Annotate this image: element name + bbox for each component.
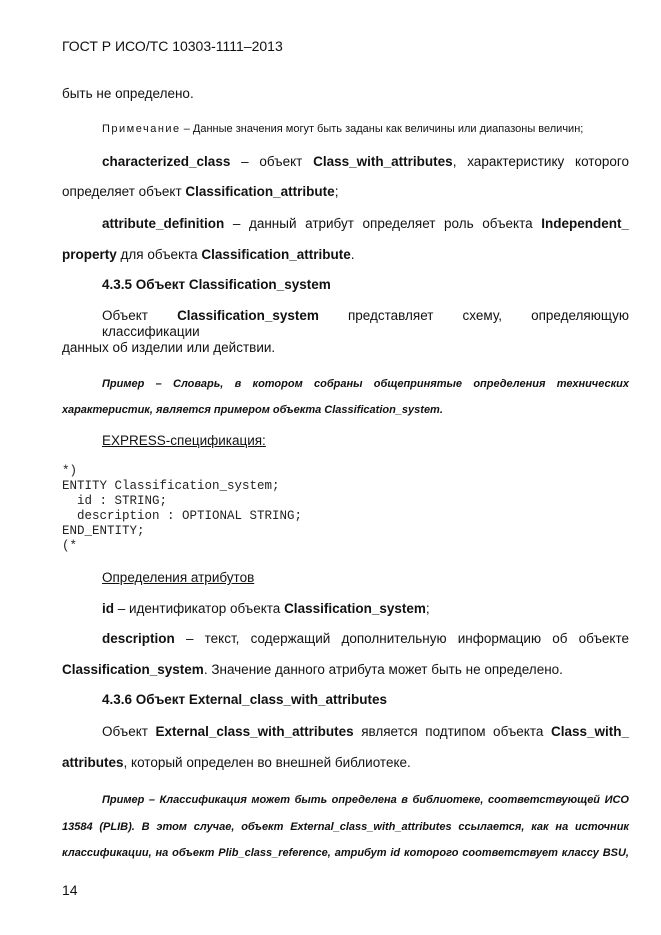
object-name: attributes: [62, 755, 124, 770]
object-name: property: [62, 247, 117, 262]
code-line: *): [62, 464, 78, 478]
text-span: представляет схему, определяющую классификации: [102, 308, 629, 339]
paragraph-435-line2: данных об изделии или действии.: [62, 340, 276, 355]
example-2-line1: Пример – Классификация может быть определена в библиотеке, соответствующей ИСО: [102, 794, 629, 806]
text-span: Объект: [102, 308, 178, 323]
attribute-definition-line2: [62, 247, 354, 263]
object-name: Classification_attribute: [185, 184, 335, 199]
text-span: является подтипом объекта: [353, 724, 551, 739]
text-span: ;: [425, 601, 430, 616]
attribute-definitions-label: Определения атрибутов: [102, 570, 255, 585]
text-span: Объект: [102, 724, 156, 739]
example-1-line1: Пример – Словарь, в котором собраны общепринятые определения технических: [102, 378, 629, 390]
code-line: ENTITY Classification_system;: [62, 479, 280, 493]
express-spec-label: EXPRESS-спецификация:: [102, 433, 266, 448]
paragraph-continuation: быть не определено.: [62, 86, 194, 101]
page-number: 14: [62, 882, 78, 898]
code-line: description : OPTIONAL STRING;: [62, 509, 303, 523]
object-name: Independent_: [541, 216, 629, 231]
attribute-name: description: [102, 631, 175, 646]
note-paragraph: [102, 121, 583, 137]
code-line: END_ENTITY;: [62, 524, 145, 538]
section-heading-4-3-6: 4.3.6 Объект External_class_with_attributes: [102, 692, 387, 707]
section-heading-4-3-5: 4.3.5 Объект Classification_system: [102, 277, 331, 292]
text-span: – идентификатор объекта: [114, 601, 285, 616]
code-line: (*: [62, 539, 78, 553]
example-1-line2: характеристик, является примером объекта Classification_system.: [62, 404, 443, 416]
note-label: Примечание: [102, 123, 181, 135]
paragraph-435-line1: [102, 308, 629, 340]
attribute-characterized-class-line1: [102, 154, 629, 170]
text-span: определяет объект: [62, 184, 186, 199]
object-name: Classification_system: [177, 308, 319, 323]
text-span: ;: [334, 184, 339, 199]
attribute-name: id: [102, 601, 114, 616]
object-name: Classification_system: [62, 662, 204, 677]
text-span: для объекта: [116, 247, 202, 262]
example-2-line2: 13584 (PLIB). В этом случае, объект External_class_with_attributes ссылается, как на источник: [62, 821, 629, 833]
text-span: – текст, содержащий дополнительную информацию об объекте: [174, 631, 629, 646]
object-name: Classification_attribute: [201, 247, 351, 262]
code-line: id : STRING;: [62, 494, 168, 508]
note-text: – Данные значения могут быть заданы как величины или диапазоны величин;: [180, 123, 584, 135]
object-name: Class_with_: [550, 724, 629, 739]
attribute-description-line2: [62, 662, 563, 678]
example-2-line3: классификации, на объект Plib_class_reference, атрибут id которого соответствует классу BSU,: [62, 847, 629, 859]
attribute-id-line: [102, 601, 430, 617]
text-span: . Значение данного атрибута может быть не определено.: [203, 662, 563, 677]
text-span: – объект: [230, 154, 314, 169]
page-header: ГОСТ Р ИСО/ТС 10303-1111–2013: [62, 38, 283, 54]
text-span: , который определен во внешней библиотеке.: [123, 755, 411, 770]
attribute-description-line1: [102, 631, 629, 647]
text-span: – данный атрибут определяет роль объекта: [224, 216, 542, 231]
attribute-characterized-class-line2: [62, 184, 338, 200]
object-name: Classification_system: [284, 601, 426, 616]
text-span: .: [350, 247, 355, 262]
object-name: External_class_with_attributes: [155, 724, 354, 739]
text-span: , характеристику которого: [452, 154, 629, 169]
object-name: Class_with_attributes: [313, 154, 453, 169]
attribute-name: attribute_definition: [102, 216, 225, 231]
paragraph-436-line2: [62, 755, 411, 771]
attribute-definition-line1: [102, 216, 629, 232]
paragraph-436-line1: [102, 724, 629, 740]
attribute-name: characterized_class: [102, 154, 231, 169]
